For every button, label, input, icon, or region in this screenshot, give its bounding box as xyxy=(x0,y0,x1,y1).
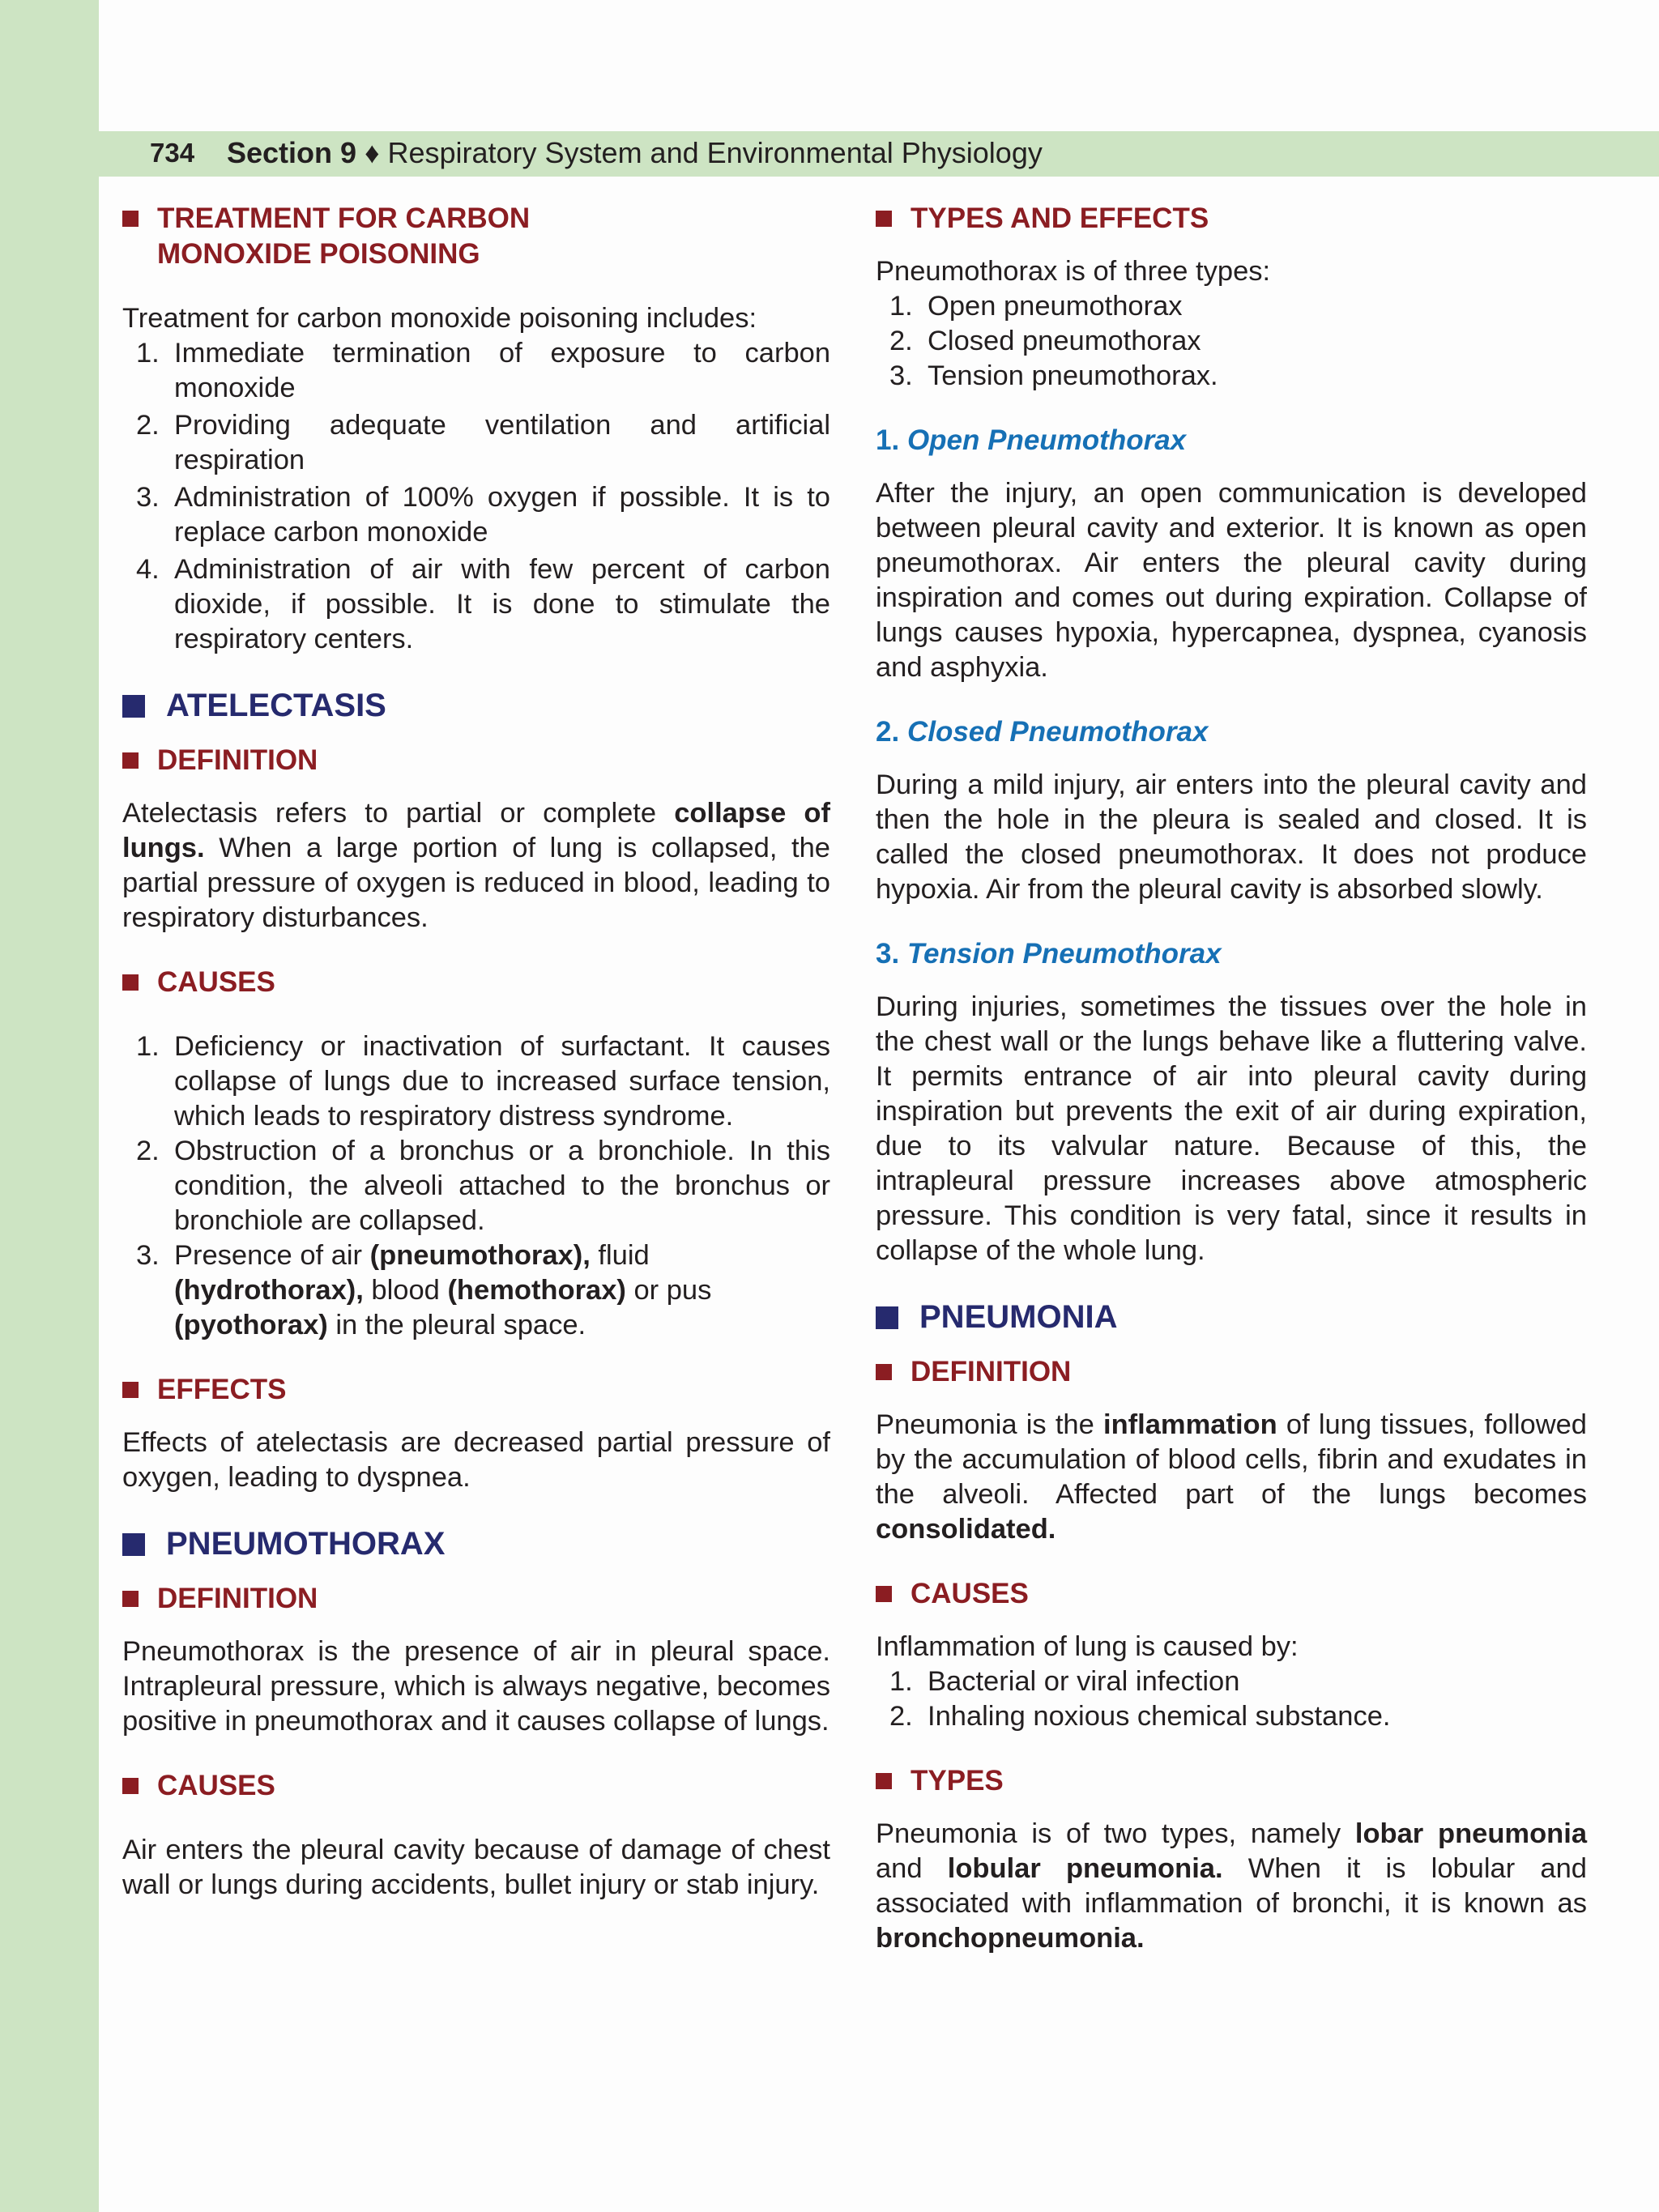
list-item: 2. Obstruction of a bronchus or a bronchiole. In this condition, the alveoli attached to the bronchus or bronchiole are collapsed. xyxy=(136,1136,830,1236)
pneumonia-definition-text: Pneumonia is the inflammation of lung tissues, followed by the accumulation of blood cells, fibrin and exudates in the alveoli. Affected part of the lungs becomes consolidated. xyxy=(876,1409,1587,1545)
pneumonia-causes-list xyxy=(876,1664,1587,1734)
square-bullet-icon xyxy=(122,974,139,991)
section-title: Respiratory System and Environmental Physiology xyxy=(387,136,1043,169)
types-effects-intro: Pneumothorax is of three types: xyxy=(876,256,1271,287)
right-column xyxy=(876,201,1587,1956)
tension-pneumothorax-text: During injuries, sometimes the tissues over the hole in the chest wall or the lungs behave like a fluttering valve. It permits entrance of air into pleural cavity during inspiration but prevents the exit of air during expiration, due to its valvular nature. Because of this, the intrapleural pressure increases above atmospheric pressure. This condition is very fatal, since it results in collapse of the whole lung. xyxy=(876,991,1587,1266)
pneumonia-types-text: Pneumonia is of two types, namely lobar pneumonia and lobular pneumonia. When it is lobular and associated with inflammation of bronchi, it is known as bronchopneumonia. xyxy=(876,1818,1588,1954)
pneumonia-definition-heading: DEFINITION xyxy=(876,1354,1587,1390)
co-treatment-heading: TREATMENT FOR CARBON MONOXIDE POISONING xyxy=(122,201,830,272)
page-number: 734 xyxy=(150,138,195,168)
square-bullet-icon xyxy=(876,1773,892,1789)
running-head xyxy=(227,135,1043,171)
pneumonia-types-heading: TYPES xyxy=(876,1763,1587,1799)
atelectasis-definition-heading: DEFINITION xyxy=(122,743,830,778)
left-column xyxy=(122,201,830,1903)
pneumothorax-heading: PNEUMOTHORAX xyxy=(122,1524,830,1563)
square-bullet-icon xyxy=(122,1778,139,1794)
square-bullet-icon xyxy=(122,752,139,769)
pneumothorax-definition-heading: DEFINITION xyxy=(122,1581,830,1617)
pneumothorax-definition-text: Pneumothorax is the presence of air in pleural space. Intrapleural pressure, which is always negative, becomes positive in pneumothorax and it causes collapse of lungs. xyxy=(122,1636,830,1737)
pneumonia-causes-heading: CAUSES xyxy=(876,1576,1587,1612)
list-item: 2. Providing adequate ventilation and artificial respiration xyxy=(136,410,830,475)
list-item: 1. Immediate termination of exposure to carbon monoxide xyxy=(136,338,830,403)
closed-pneumothorax-text: During a mild injury, air enters into the pleural cavity and then the hole in the pleura is sealed and closed. It is called the closed pneumothorax. It does not produce hypoxia. Air from the pleural cavity is absorbed slowly. xyxy=(876,769,1587,905)
square-bullet-icon xyxy=(122,1591,139,1607)
square-bullet-icon xyxy=(122,1382,139,1398)
atelectasis-definition-text: Atelectasis refers to partial or complete collapse of lungs. When a large portion of lung is collapsed, the partial pressure of oxygen is reduced in blood, leading to respiratory disturbances. xyxy=(122,798,830,933)
section-label: Section 9 xyxy=(227,136,357,169)
list-item: 3. Presence of air (pneumothorax), fluid (hydrothorax), blood (hemothorax) or pus (pyothorax) in the pleural space. xyxy=(136,1240,712,1340)
square-bullet-icon xyxy=(876,211,892,227)
square-bullet-icon xyxy=(876,1586,892,1602)
list-item: 1. Bacterial or viral infection xyxy=(889,1666,1240,1697)
pneumonia-causes-intro: Inflammation of lung is caused by: xyxy=(876,1631,1299,1662)
atelectasis-causes-list xyxy=(122,1029,830,1343)
atelectasis-effects-heading: EFFECTS xyxy=(122,1372,830,1408)
pneumothorax-causes-text: Air enters the pleural cavity because of damage of chest wall or lungs during accidents, bullet injury or stab injury. xyxy=(122,1835,830,1900)
atelectasis-causes-heading: CAUSES xyxy=(122,965,830,1000)
tension-pneumothorax-heading: 3. Tension Pneumothorax xyxy=(876,938,1222,970)
pneumothorax-types-list xyxy=(876,289,1587,394)
square-bullet-icon xyxy=(122,211,139,227)
margin-bar xyxy=(0,0,99,2212)
open-pneumothorax-heading: 1. Open Pneumothorax xyxy=(876,424,1187,456)
list-item: 2. Closed pneumothorax xyxy=(889,326,1201,356)
atelectasis-effects-text: Effects of atelectasis are decreased partial pressure of oxygen, leading to dyspnea. xyxy=(122,1427,830,1493)
pneumothorax-causes-heading: CAUSES xyxy=(122,1768,830,1804)
open-pneumothorax-text: After the injury, an open communication is developed between pleural cavity and exterior. It is known as open pneumothorax. Air enters the pleural cavity during inspiration and comes out during expiration. Collapse of lungs causes hypoxia, hypercapnea, dyspnea, cyanosis and asphyxia. xyxy=(876,478,1587,683)
section-separator: ♦ xyxy=(365,136,380,169)
list-item: 3. Administration of 100% oxygen if possible. It is to replace carbon monoxide xyxy=(136,482,830,548)
list-item: 3. Tension pneumothorax. xyxy=(889,360,1218,391)
square-bullet-icon xyxy=(876,1306,898,1329)
list-item: 2. Inhaling noxious chemical substance. xyxy=(889,1701,1391,1732)
list-item: 1. Deficiency or inactivation of surfactant. It causes collapse of lungs due to increased surface tension, which leads to respiratory distress syndrome. xyxy=(136,1031,830,1132)
types-effects-heading: TYPES AND EFFECTS xyxy=(876,201,1587,237)
square-bullet-icon xyxy=(122,1533,145,1556)
square-bullet-icon xyxy=(122,695,145,718)
co-treatment-list xyxy=(122,336,830,657)
atelectasis-heading: ATELECTASIS xyxy=(122,686,830,725)
co-treatment-intro: Treatment for carbon monoxide poisoning includes: xyxy=(122,303,757,334)
closed-pneumothorax-heading: 2. Closed Pneumothorax xyxy=(876,716,1209,748)
pneumonia-heading: PNEUMONIA xyxy=(876,1298,1587,1336)
list-item: 1. Open pneumothorax xyxy=(889,291,1183,322)
list-item: 4. Administration of air with few percent of carbon dioxide, if possible. It is done to stimulate the respiratory centers. xyxy=(136,554,830,654)
square-bullet-icon xyxy=(876,1364,892,1380)
